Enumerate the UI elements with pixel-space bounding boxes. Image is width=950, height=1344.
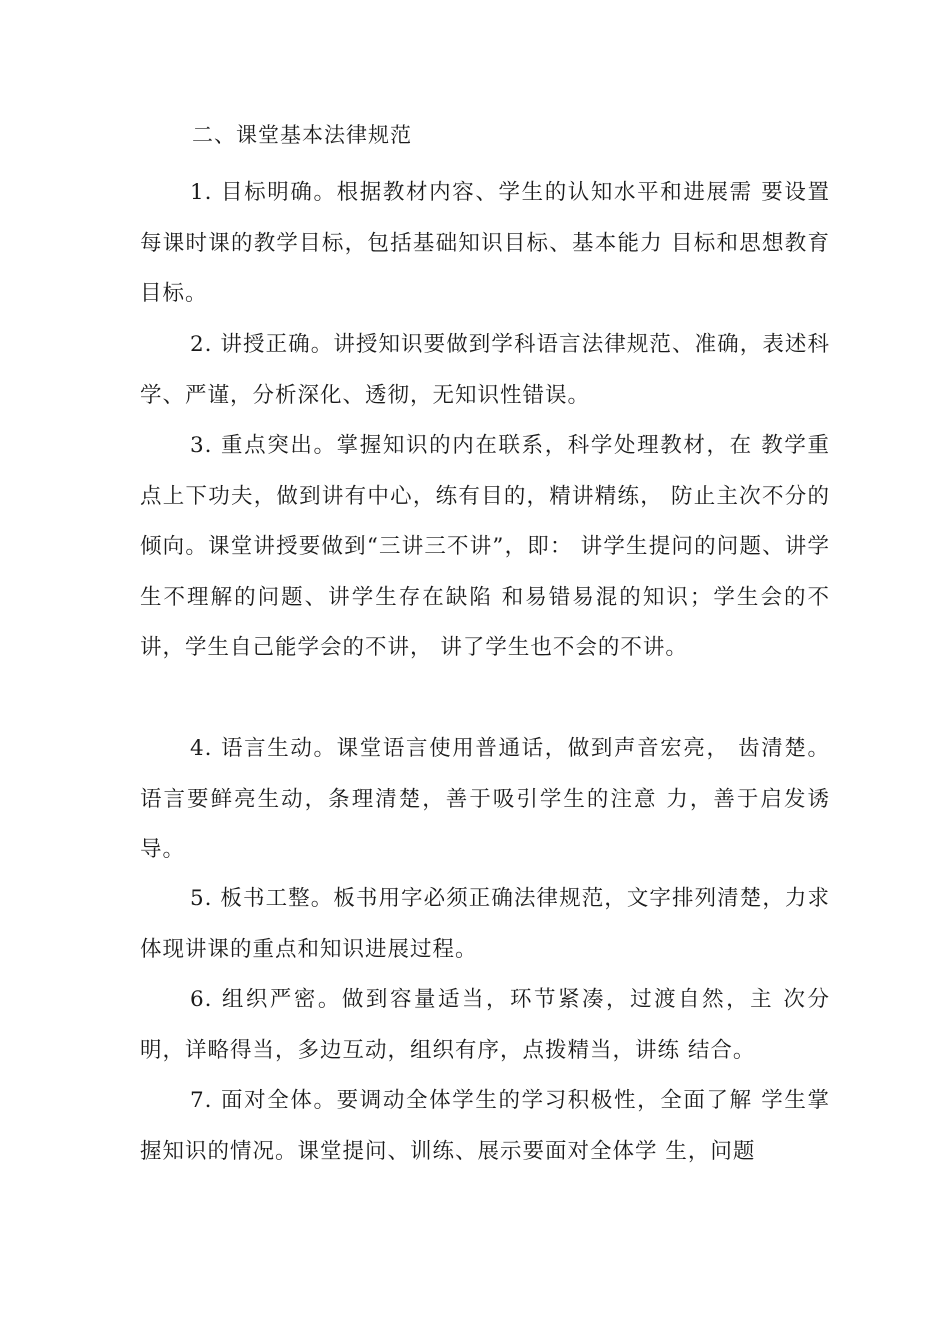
paragraph-organization: 6. 组织严密。做到容量适当，环节紧凑，过渡自然，主 次分明，详略得当，多边互动，组织有序，点拨精当，讲练 结合。	[140, 987, 830, 1063]
paragraph-goals: 1. 目标明确。根据教材内容、学生的认知水平和进展需 要设置每课时课的教学目标，包括基础知识目标、基本能力 目标和思想教育目标。	[140, 180, 830, 307]
paragraph-blackboard: 5. 板书工整。板书用字必须正确法律规范，文字排列清楚，力求体现讲课的重点和知识进展过程。	[140, 886, 830, 962]
paragraph-teaching: 2. 讲授正确。讲授知识要做到学科语言法律规范、准确，表述科学、严谨，分析深化、透彻，无知识性错误。	[140, 332, 830, 408]
paragraph-all-students: 7. 面对全体。要调动全体学生的学习积极性，全面了解 学生掌握知识的情况。课堂提问、训练、展示要面对全体学 生，问题	[140, 1088, 830, 1164]
paragraph-focus: 3. 重点突出。掌握知识的内在联系，科学处理教材，在 教学重点上下功夫，做到讲有中心，练有目的，精讲精练， 防止主次不分的倾向。课堂讲授要做到“三讲三不讲”，即： 讲学生提问的问题、讲学生不理解的问题、讲学生存在缺陷 和易错易混的知识；学生会的不讲，学生自己能学会的不讲， 讲了学生也不会的不讲。	[140, 433, 830, 661]
paragraph-language: 4. 语言生动。课堂语言使用普通话，做到声音宏亮， 齿清楚。语言要鲜亮生动，条理清楚，善于吸引学生的注意 力，善于启发诱导。	[140, 736, 830, 863]
section-title: 二、课堂基本法律规范	[192, 123, 412, 147]
